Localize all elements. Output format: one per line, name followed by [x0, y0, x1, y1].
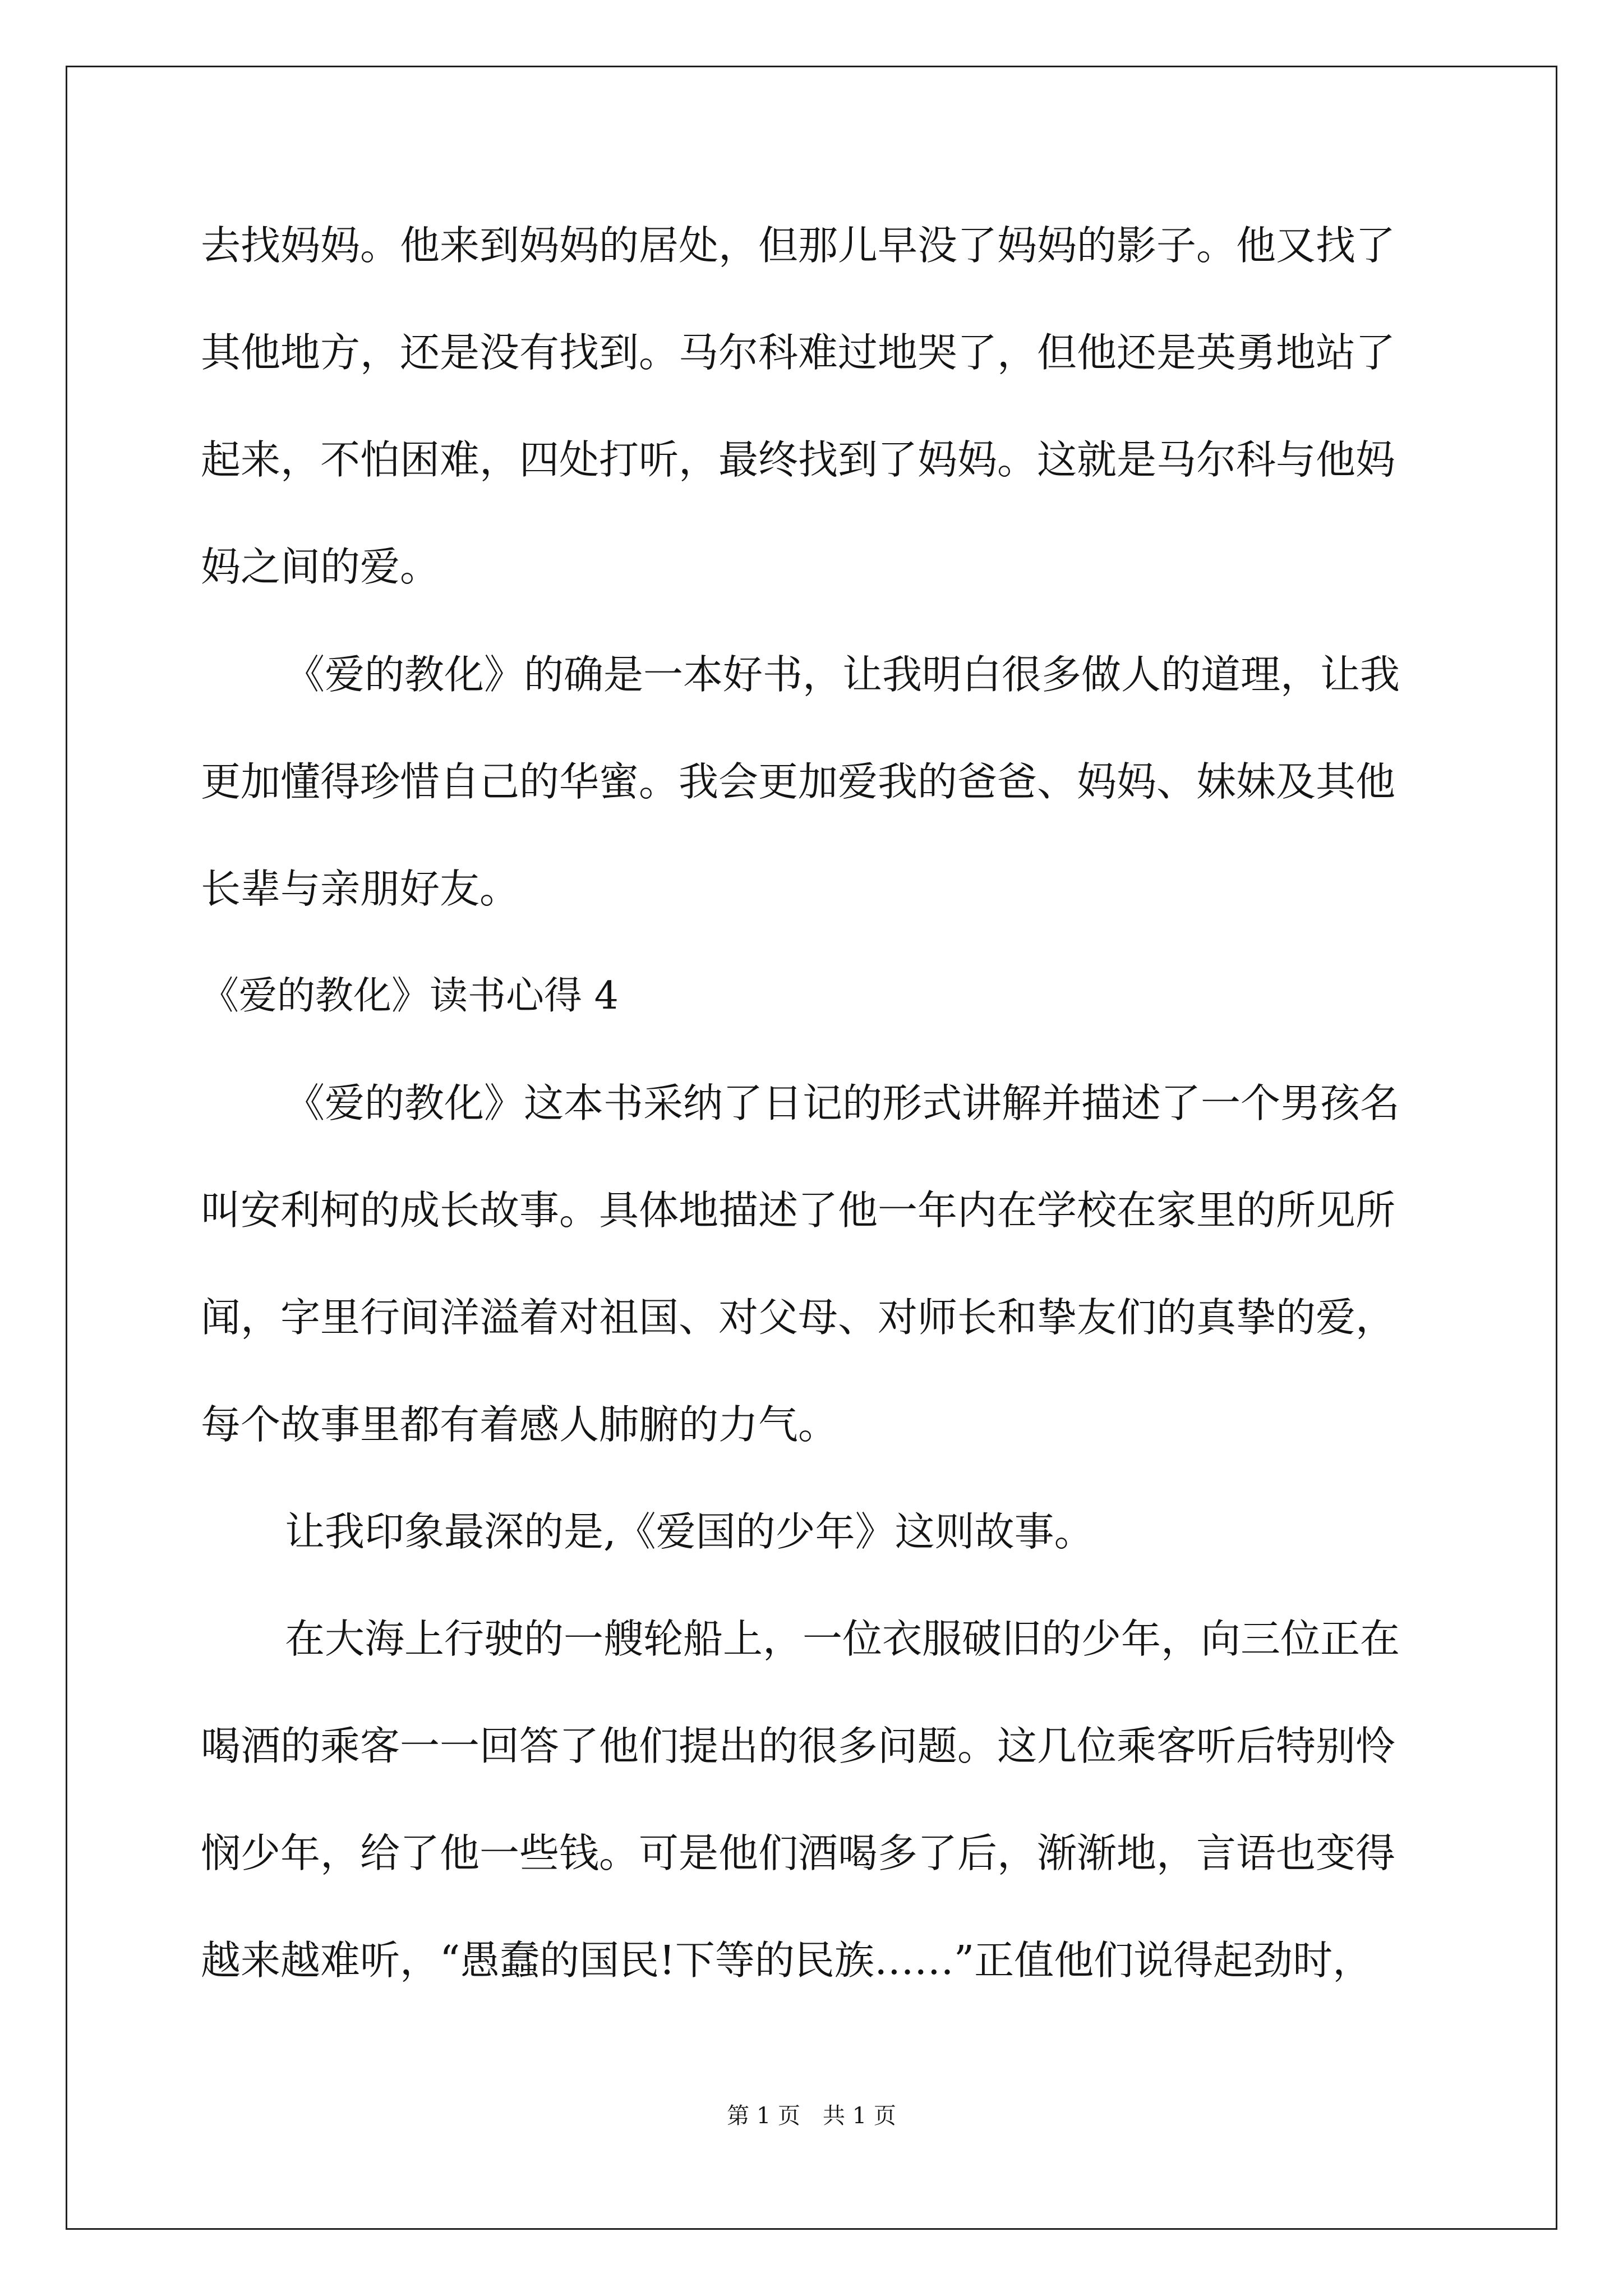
- paragraph-line: 《爱的教化》的确是一本好书，让我明白很多做人的道理，让我: [285, 651, 1400, 698]
- paragraph-line: 越来越难听，“愚蠢的国民!下等的民族……”正值他们说得起劲时，: [201, 1937, 1373, 1984]
- paragraph-line: 叫安利柯的成长故事。具体地描述了他一年内在学校在家里的所见所: [201, 1187, 1396, 1234]
- paragraph-line: 在大海上行驶的一艘轮船上，一位衣服破旧的少年，向三位正在: [285, 1616, 1400, 1662]
- paragraph-line: 去找妈妈。他来到妈妈的居处，但那儿早没了妈妈的影子。他又找了: [201, 222, 1396, 269]
- section-heading: 《爱的教化》读书心得 4: [201, 974, 619, 1018]
- paragraph-line: 闻，字里行间洋溢着对祖国、对父母、对师长和挚友们的真挚的爱，: [201, 1294, 1396, 1341]
- paragraph-line: 让我印象最深的是,《爱国的少年》这则故事。: [285, 1508, 1094, 1555]
- page-border: [66, 66, 1557, 2230]
- page-number-footer: 第 1 页 共 1 页: [727, 2103, 896, 2129]
- paragraph-line: 长辈与亲朋好友。: [201, 866, 520, 912]
- paragraph-line: 悯少年，给了他一些钱。可是他们酒喝多了后，渐渐地，言语也变得: [201, 1830, 1396, 1876]
- paragraph-line: 更加懂得珍惜自己的华蜜。我会更加爱我的爸爸、妈妈、妹妹及其他: [201, 758, 1396, 805]
- paragraph-line: 《爱的教化》这本书采纳了日记的形式讲解并描述了一个男孩名: [285, 1080, 1400, 1126]
- paragraph-line: 其他地方，还是没有找到。马尔科难过地哭了，但他还是英勇地站了: [201, 329, 1396, 376]
- paragraph-line: 妈之间的爱。: [201, 544, 440, 590]
- paragraph-line: 起来，不怕困难，四处打听，最终找到了妈妈。这就是马尔科与他妈: [201, 436, 1396, 483]
- paragraph-line: 每个故事里都有着感人肺腑的力气。: [201, 1401, 838, 1448]
- paragraph-line: 喝酒的乘客一一回答了他们提出的很多问题。这几位乘客听后特别怜: [201, 1723, 1396, 1769]
